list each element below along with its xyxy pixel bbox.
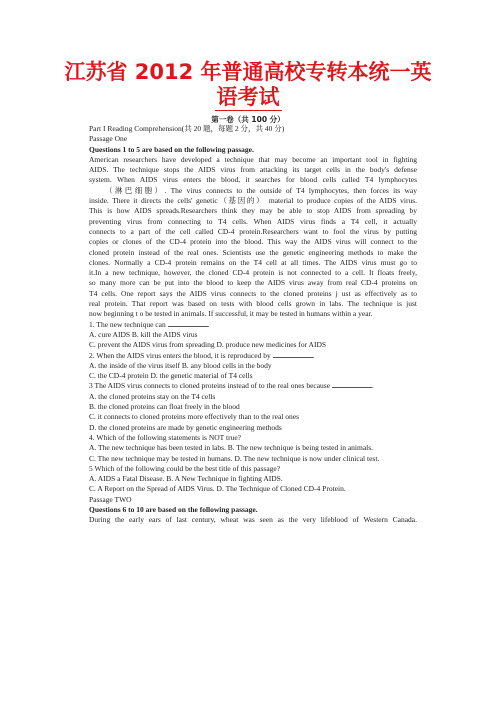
question-3: [89, 381, 417, 432]
part-heading: Part I Reading Comprehension(共 20 题，每题 2 分，共 40 分): [89, 124, 285, 133]
passage-one-paragraph: [89, 155, 417, 320]
passage-one-label: Passage One: [89, 134, 128, 144]
paragraph-line: preventing virus from connecting to T4 cells. When AIDS virus finds a T4 cell, it actually: [89, 216, 417, 226]
question-stem: 5 Which of the following could be the best title of this passage?: [89, 463, 281, 473]
paragraph-line: so many more can be put into the blood to keep the AIDS virus away from real CD-4 proteins on: [89, 278, 417, 288]
exam-title-line-1: 江苏省 2012 年普通高校专转本统一英: [64, 60, 432, 84]
paragraph-line: clones. Normally a CD-4 protein remains on the T4 cell at all times. The AIDS virus must go to: [89, 257, 417, 267]
paragraph-line: American researchers have developed a technique that may become an important tool in fighting: [89, 154, 417, 164]
passage-two-first-line: During the early ears of last century, wheat was seen as the very lifeblood of Western Canada.: [89, 515, 417, 525]
exam-title-line-2: 语考试: [216, 85, 280, 109]
question-options: B. the cloned proteins can float freely in the blood: [89, 402, 240, 412]
exam-title: [60, 60, 436, 111]
question-stem: 1. The new technique can .: [89, 319, 210, 329]
question-5: [89, 464, 417, 495]
answer-blank: [168, 320, 208, 327]
paragraph-line: real protein. That report was based on tests with blood cells grown in labs. The technique is just: [89, 299, 417, 309]
question-stem: 3 The AIDS virus connects to cloned proteins instead of to the real ones because .: [89, 381, 374, 391]
question-4: [89, 433, 417, 464]
paragraph-line: system. When AIDS virus enters the blood, it searches for blood cells called T4 lymphocytes: [89, 175, 417, 185]
section-heading: 第一卷（共 100 分）: [211, 115, 285, 124]
paragraph-line: now beginning t o be tested in animals. If successful, it may be tested in humans within a year.: [89, 309, 373, 319]
paragraph-line: T4 cells. One report says the AIDS virus connects to the cloned proteins j ust as effectively as to: [89, 288, 417, 298]
question-options: C. prevent the AIDS virus from spreading D. produce new medicines for AIDS: [89, 340, 327, 350]
paragraph-line: （淋巴细胞）. The virus connects to the outside of T4 lymphocytes, then forces its way: [105, 185, 417, 195]
paragraph-line: This is how AIDS spreads.Researchers think they may be able to stop AIDS from spreading by: [89, 206, 417, 216]
question-options: A. cure AIDS B. kill the AIDS virus: [89, 329, 198, 339]
question-options: C. it connects to cloned proteins more effectively than to the real ones: [89, 412, 300, 422]
question-options: D. the cloned proteins are made by genetic engineering methods: [89, 422, 282, 432]
paragraph-line: it.In a new technique, however, the cloned CD-4 protein is not connected to a cell. It floats freely,: [89, 268, 417, 278]
question-stem: 2. When the AIDS virus enters the blood, it is reproduced by .: [89, 350, 315, 360]
questions-6-10-heading: Questions 6 to 10 are based on the following passage.: [89, 504, 258, 514]
question-2: [89, 351, 417, 382]
question-options: C. the CD-4 protein D. the genetic material of T4 cells: [89, 371, 253, 381]
question-options: A. The new technique has been tested in labs. B. The new technique is being tested in animals.: [89, 443, 374, 453]
paragraph-line: inside. There it directs the cells' genetic（基因的） material to produce copies of the AIDS virus.: [89, 196, 417, 206]
passage-two-label: Passage TWO: [89, 494, 132, 504]
question-stem: 4. Which of the following statements is NOT true?: [89, 432, 241, 442]
questions-1-5-heading: Questions 1 to 5 are based on the following passage.: [89, 144, 254, 154]
question-options: C. A Report on the Spread of AIDS Virus. D. The Technique of Cloned CD-4 Protein.: [89, 484, 346, 494]
question-options: A. AIDS a Fatal Disease. B. A New Technique in fighting AIDS.: [89, 474, 283, 484]
paragraph-line: cloned protein instead of the real ones. Scientists use the genetic engineering methods to make the: [89, 247, 417, 257]
paragraph-line: connects to a part of the cell called CD-4 protein.Researchers want to fool the virus by putting: [89, 226, 417, 236]
answer-blank: [273, 351, 313, 358]
question-1: [89, 320, 417, 351]
paragraph-line: copies or clones of the CD-4 protein into the blood. This way the AIDS virus will connect to the: [89, 237, 417, 247]
exam-body: [89, 124, 417, 526]
answer-blank: [332, 381, 372, 388]
question-options: A. the cloned proteins stay on the T4 cells: [89, 391, 216, 401]
paragraph-line: AIDS. The technique stops the AIDS virus from attacking its target cells in the body's defense: [89, 165, 417, 175]
question-options: A. the inside of the virus itself B. any blood cells in the body: [89, 360, 272, 370]
question-options: C. The new technique may be tested in humans. D. The new technique is now under clinical test.: [89, 453, 380, 463]
